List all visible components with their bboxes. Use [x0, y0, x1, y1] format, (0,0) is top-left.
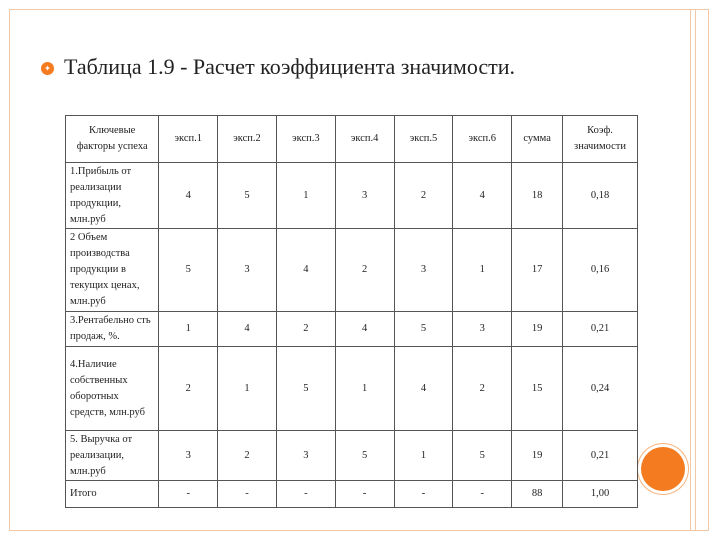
frame-divider-line: [690, 9, 691, 531]
value-cell: 2: [276, 312, 335, 347]
value-cell: 1: [276, 163, 335, 229]
header-cell: эксп.4: [335, 116, 394, 163]
value-cell: 5: [335, 431, 394, 481]
sum-cell: 15: [512, 347, 563, 431]
value-cell: 5: [218, 163, 277, 229]
value-cell: 5: [453, 431, 512, 481]
value-cell: 4: [218, 312, 277, 347]
table-row: [66, 312, 638, 347]
sum-cell: 17: [512, 229, 563, 312]
value-cell: -: [335, 481, 394, 508]
table-row: [66, 163, 638, 229]
table-row: [66, 229, 638, 312]
value-cell: -: [453, 481, 512, 508]
value-cell: 5: [276, 347, 335, 431]
factor-cell: 5. Выручка от реализации, млн.руб: [66, 431, 159, 481]
frame-divider-line: [695, 9, 696, 531]
header-cell: Коэф. значимости: [563, 116, 638, 163]
decorative-circle: [641, 447, 685, 491]
significance-table: [65, 115, 638, 508]
coef-cell: 0,16: [563, 229, 638, 312]
value-cell: 1: [394, 431, 453, 481]
header-cell: эксп.1: [159, 116, 218, 163]
value-cell: -: [276, 481, 335, 508]
coef-cell: 0,24: [563, 347, 638, 431]
value-cell: 1: [159, 312, 218, 347]
value-cell: 3: [159, 431, 218, 481]
value-cell: 3: [394, 229, 453, 312]
header-cell: эксп.6: [453, 116, 512, 163]
value-cell: 1: [218, 347, 277, 431]
factor-cell: 1.Прибыль от реализации продукции, млн.руб: [66, 163, 159, 229]
bullet-icon: [41, 62, 54, 75]
factor-cell: 4.Наличие собственных оборотных средств, млн.руб: [66, 347, 159, 431]
header-cell: Ключевые факторы успеха: [66, 116, 159, 163]
factor-cell: 2 Объем производства продукции в текущих ценах, млн.руб: [66, 229, 159, 312]
coef-cell: 0,21: [563, 431, 638, 481]
value-cell: 3: [453, 312, 512, 347]
table-row: [66, 347, 638, 431]
slide-title: Таблица 1.9 - Расчет коэффициента значимости.: [64, 54, 516, 79]
value-cell: 5: [394, 312, 453, 347]
value-cell: 3: [218, 229, 277, 312]
value-cell: 1: [453, 229, 512, 312]
table-header-row: [66, 116, 638, 163]
value-cell: 4: [335, 312, 394, 347]
sum-cell: 18: [512, 163, 563, 229]
value-cell: 5: [159, 229, 218, 312]
factor-cell: 3.Рентабельно сть продаж, %.: [66, 312, 159, 347]
value-cell: 2: [394, 163, 453, 229]
header-cell: эксп.5: [394, 116, 453, 163]
bullet-glyph-icon: ✦: [44, 64, 51, 73]
coef-cell: 1,00: [563, 481, 638, 508]
header-cell: эксп.2: [218, 116, 277, 163]
value-cell: -: [394, 481, 453, 508]
value-cell: -: [218, 481, 277, 508]
coef-cell: 0,21: [563, 312, 638, 347]
factor-cell: Итого: [66, 481, 159, 508]
value-cell: 2: [335, 229, 394, 312]
value-cell: 4: [276, 229, 335, 312]
value-cell: 2: [218, 431, 277, 481]
table-row: [66, 431, 638, 481]
coef-cell: 0,18: [563, 163, 638, 229]
value-cell: 3: [335, 163, 394, 229]
value-cell: 2: [453, 347, 512, 431]
value-cell: 2: [159, 347, 218, 431]
table-total-row: [66, 481, 638, 508]
value-cell: 3: [276, 431, 335, 481]
header-cell: эксп.3: [276, 116, 335, 163]
value-cell: 1: [335, 347, 394, 431]
header-cell: сумма: [512, 116, 563, 163]
sum-cell: 19: [512, 431, 563, 481]
value-cell: 4: [453, 163, 512, 229]
value-cell: 4: [159, 163, 218, 229]
sum-cell: 88: [512, 481, 563, 508]
sum-cell: 19: [512, 312, 563, 347]
value-cell: -: [159, 481, 218, 508]
value-cell: 4: [394, 347, 453, 431]
